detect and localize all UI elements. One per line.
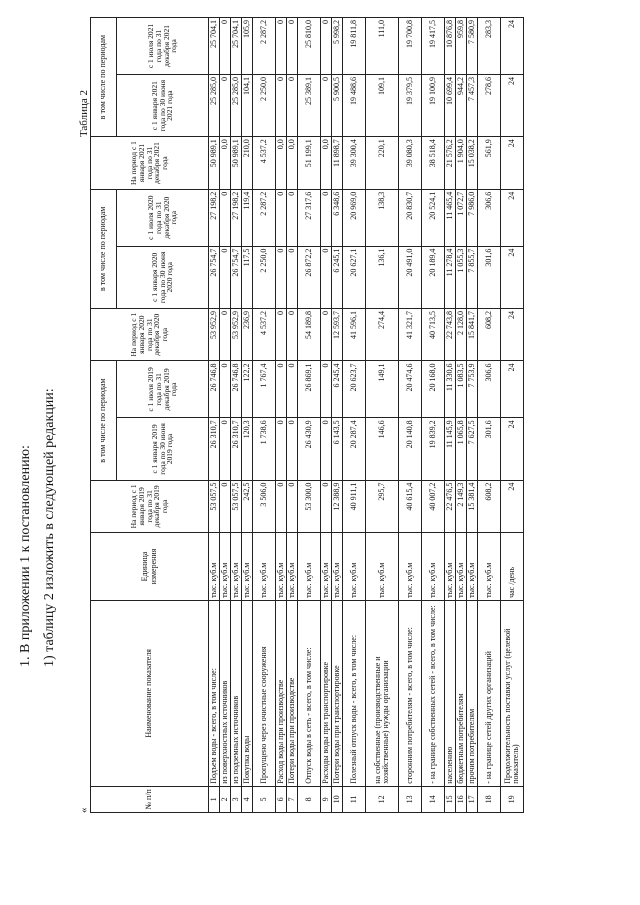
value-cell: 20 491,0 xyxy=(399,246,422,308)
value-cell: 2 149,3 xyxy=(456,480,467,532)
indicator-name: на собственные (производственные и хозяйственные) нужды организации xyxy=(366,600,399,786)
value-cell: 24 xyxy=(501,361,524,418)
value-cell: 1 767,4 xyxy=(253,361,276,418)
table-row xyxy=(209,18,220,813)
table-row xyxy=(276,18,287,813)
value-cell: 0 xyxy=(321,246,332,308)
value-cell: 0 xyxy=(220,189,231,246)
value-cell: 25 704,1 xyxy=(209,18,220,75)
value-cell: 0,0 xyxy=(220,137,231,189)
value-cell: 0 xyxy=(276,18,287,75)
value-cell: 5 998,2 xyxy=(332,18,343,75)
value-cell: 20 287,4 xyxy=(343,418,366,480)
value-cell: 0 xyxy=(220,246,231,308)
value-cell: 0 xyxy=(287,480,298,532)
value-cell: 27 198,2 xyxy=(231,189,242,246)
header-split-2020: в том числе по периодам xyxy=(91,189,117,308)
value-cell: 959,8 xyxy=(456,18,467,75)
value-cell: 944,2 xyxy=(456,74,467,136)
value-cell: 24 xyxy=(501,418,524,480)
value-cell: 53 952,9 xyxy=(209,308,220,360)
table-row xyxy=(445,18,456,813)
value-cell: 24 xyxy=(501,480,524,532)
value-cell: 6 245,4 xyxy=(332,361,343,418)
indicator-name: Потери воды при производстве xyxy=(287,600,298,786)
value-cell: 0 xyxy=(287,361,298,418)
indicator-name: Пропущено через очистные сооружения xyxy=(253,600,276,786)
value-cell: 1 738,6 xyxy=(253,418,276,480)
table-row xyxy=(321,18,332,813)
value-cell: 25 810,0 xyxy=(298,18,321,75)
table-row xyxy=(332,18,343,813)
row-number: 12 xyxy=(366,786,399,812)
value-cell: 20 474,6 xyxy=(399,361,422,418)
value-cell: 39 080,3 xyxy=(399,137,422,189)
value-cell: 24 xyxy=(501,308,524,360)
value-cell: 0 xyxy=(220,480,231,532)
indicator-name: - на границе сетей других организаций xyxy=(478,600,501,786)
table-row xyxy=(220,18,231,813)
value-cell: 236,9 xyxy=(242,308,253,360)
value-cell: 7 580,9 xyxy=(467,18,478,75)
unit: тыс. куб.м xyxy=(209,533,220,601)
value-cell: 25 704,1 xyxy=(231,18,242,75)
row-number: 15 xyxy=(445,786,456,812)
value-cell: 2 287,2 xyxy=(253,18,276,75)
unit: тыс. куб.м xyxy=(220,533,231,601)
unit: тыс. куб.м xyxy=(467,533,478,601)
value-cell: 301,6 xyxy=(478,418,501,480)
value-cell: 3 506,0 xyxy=(253,480,276,532)
row-number: 9 xyxy=(321,786,332,812)
value-cell: 4 537,2 xyxy=(253,137,276,189)
unit: тыс. куб.м xyxy=(343,533,366,601)
value-cell: 1 083,5 xyxy=(456,361,467,418)
value-cell: 119,4 xyxy=(242,189,253,246)
value-cell: 19 379,5 xyxy=(399,74,422,136)
header-split-2021: в том числе по периодам xyxy=(91,18,117,137)
row-number: 5 xyxy=(253,786,276,812)
value-cell: 138,3 xyxy=(366,189,399,246)
indicators-table xyxy=(90,17,524,813)
value-cell: 40 911,1 xyxy=(343,480,366,532)
value-cell: 608,2 xyxy=(478,480,501,532)
value-cell: 122,2 xyxy=(242,361,253,418)
value-cell: 25 285,0 xyxy=(209,74,220,136)
table-row xyxy=(287,18,298,813)
row-number: 7 xyxy=(287,786,298,812)
value-cell: 0 xyxy=(220,74,231,136)
table-row xyxy=(253,18,276,813)
indicator-name: сторонним потребителям - всего, в том числе: xyxy=(399,600,422,786)
table-row xyxy=(422,18,445,813)
row-number: 16 xyxy=(456,786,467,812)
value-cell: 11 330,6 xyxy=(445,361,456,418)
header-unit: Единица измерения xyxy=(91,533,209,601)
value-cell: 120,3 xyxy=(242,418,253,480)
row-number: 1 xyxy=(209,786,220,812)
value-cell: 27 317,6 xyxy=(298,189,321,246)
value-cell: 15 381,4 xyxy=(467,480,478,532)
value-cell: 20 168,0 xyxy=(422,361,445,418)
value-cell: 0 xyxy=(321,418,332,480)
table-caption: Таблица 2 xyxy=(78,90,90,138)
value-cell: 0 xyxy=(276,418,287,480)
unit: тыс. куб.м xyxy=(456,533,467,601)
value-cell: 104,1 xyxy=(242,74,253,136)
header-year-2020: На период с 1 января 2020 года по 31 декабря 2020 года xyxy=(91,308,209,360)
table-row xyxy=(242,18,253,813)
value-cell: 40 713,5 xyxy=(422,308,445,360)
value-cell: 109,1 xyxy=(366,74,399,136)
table-row xyxy=(456,18,467,813)
row-number: 19 xyxy=(501,786,524,812)
header-2021-h1: с 1 января 2021 года по 30 июня 2021 года xyxy=(117,74,209,136)
row-number: 13 xyxy=(399,786,422,812)
header-2020-h1: с 1 января 2020 года по 30 июня 2020 года xyxy=(117,246,209,308)
value-cell: 6 245,1 xyxy=(332,246,343,308)
value-cell: 26 746,8 xyxy=(231,361,242,418)
value-cell: 278,6 xyxy=(478,74,501,136)
value-cell: 38 518,4 xyxy=(422,137,445,189)
unit: тыс. куб.м xyxy=(332,533,343,601)
value-cell: 301,6 xyxy=(478,246,501,308)
value-cell: 1 072,7 xyxy=(456,189,467,246)
value-cell: 0 xyxy=(276,74,287,136)
value-cell: 210,0 xyxy=(242,137,253,189)
value-cell: 0 xyxy=(321,74,332,136)
value-cell: 19 488,6 xyxy=(343,74,366,136)
value-cell: 39 300,4 xyxy=(343,137,366,189)
header-year-2019: На период с 1 января 2019 года по 31 декабря 2019 года xyxy=(91,480,209,532)
value-cell: 53 057,5 xyxy=(231,480,242,532)
value-cell: 10 876,8 xyxy=(445,18,456,75)
header-num: № п/п xyxy=(91,786,209,812)
value-cell: 0 xyxy=(287,74,298,136)
value-cell: 51 199,1 xyxy=(298,137,321,189)
value-cell: 19 700,8 xyxy=(399,18,422,75)
value-cell: 0 xyxy=(276,308,287,360)
value-cell: 0 xyxy=(287,18,298,75)
value-cell: 0 xyxy=(276,246,287,308)
value-cell: 24 xyxy=(501,74,524,136)
value-cell: 12 388,9 xyxy=(332,480,343,532)
value-cell: 20 969,0 xyxy=(343,189,366,246)
value-cell: 608,2 xyxy=(478,308,501,360)
value-cell: 6 348,6 xyxy=(332,189,343,246)
value-cell: 53 952,9 xyxy=(231,308,242,360)
indicator-name: - на границе собственных сетей - всего, в том числе: xyxy=(422,600,445,786)
value-cell: 15 841,7 xyxy=(467,308,478,360)
value-cell: 1 055,3 xyxy=(456,246,467,308)
indicator-name: Расходы воды при транспортировке xyxy=(321,600,332,786)
value-cell: 25 285,0 xyxy=(231,74,242,136)
value-cell: 7 986,0 xyxy=(467,189,478,246)
indicator-name: Продолжительность поставки услуг (целевой показатель) xyxy=(501,600,524,786)
table-row xyxy=(343,18,366,813)
table-row xyxy=(399,18,422,813)
value-cell: 54 189,8 xyxy=(298,308,321,360)
value-cell: 26 872,2 xyxy=(298,246,321,308)
value-cell: 1 065,8 xyxy=(456,418,467,480)
value-cell: 117,5 xyxy=(242,246,253,308)
value-cell: 2 287,2 xyxy=(253,189,276,246)
value-cell: 20 140,8 xyxy=(399,418,422,480)
value-cell: 146,6 xyxy=(366,418,399,480)
row-number: 14 xyxy=(422,786,445,812)
value-cell: 1 904,0 xyxy=(456,137,467,189)
value-cell: 274,4 xyxy=(366,308,399,360)
value-cell: 50 989,1 xyxy=(209,137,220,189)
unit: тыс. куб.м xyxy=(231,533,242,601)
value-cell: 10 699,4 xyxy=(445,74,456,136)
value-cell: 561,9 xyxy=(478,137,501,189)
value-cell: 283,3 xyxy=(478,18,501,75)
value-cell: 306,6 xyxy=(478,189,501,246)
indicator-name: Расход воды при производстве xyxy=(276,600,287,786)
value-cell: 5 900,5 xyxy=(332,74,343,136)
item-1-subitem: 1) таблицу 2 изложить в следующей редакции: xyxy=(42,388,57,667)
value-cell: 0 xyxy=(220,418,231,480)
unit: тыс. куб.м xyxy=(399,533,422,601)
value-cell: 0,0 xyxy=(287,137,298,189)
unit: тыс. куб.м xyxy=(276,533,287,601)
unit: тыс. куб.м xyxy=(253,533,276,601)
value-cell: 21 576,2 xyxy=(445,137,456,189)
value-cell: 136,1 xyxy=(366,246,399,308)
value-cell: 24 xyxy=(501,246,524,308)
value-cell: 105,9 xyxy=(242,18,253,75)
unit: тыс. куб.м xyxy=(422,533,445,601)
value-cell: 0 xyxy=(321,480,332,532)
value-cell: 11 465,4 xyxy=(445,189,456,246)
value-cell: 25 389,1 xyxy=(298,74,321,136)
row-number: 4 xyxy=(242,786,253,812)
value-cell: 22 476,5 xyxy=(445,480,456,532)
value-cell: 295,7 xyxy=(366,480,399,532)
value-cell: 0 xyxy=(321,18,332,75)
value-cell: 26 754,7 xyxy=(231,246,242,308)
value-cell: 6 143,5 xyxy=(332,418,343,480)
value-cell: 20 830,7 xyxy=(399,189,422,246)
value-cell: 7 753,9 xyxy=(467,361,478,418)
table-row xyxy=(501,18,524,813)
indicator-name: Покупка воды xyxy=(242,600,253,786)
value-cell: 26 310,7 xyxy=(231,418,242,480)
table-row xyxy=(478,18,501,813)
value-cell: 0 xyxy=(321,361,332,418)
item-1-heading: 1. В приложении 1 к постановлению: xyxy=(18,445,33,667)
header-year-2021: На период с 1 января 2021 года по 31 декабря 2021 года xyxy=(91,137,209,189)
value-cell: 19 417,5 xyxy=(422,18,445,75)
row-number: 2 xyxy=(220,786,231,812)
unit: тыс. куб.м xyxy=(298,533,321,601)
value-cell: 11 145,9 xyxy=(445,418,456,480)
value-cell: 24 xyxy=(501,137,524,189)
value-cell: 26 746,8 xyxy=(209,361,220,418)
value-cell: 26 754,7 xyxy=(209,246,220,308)
header-2019-h2: с 1 июля 2019 года по 31 декабря 2019 года xyxy=(117,361,209,418)
unit: тыс. куб.м xyxy=(366,533,399,601)
row-number: 3 xyxy=(231,786,242,812)
indicator-name: прочим потребителям xyxy=(467,600,478,786)
value-cell: 50 989,1 xyxy=(231,137,242,189)
header-2020-h2: с 1 июля 2020 года по 31 декабря 2020 года xyxy=(117,189,209,246)
unit: тыс. куб.м xyxy=(242,533,253,601)
value-cell: 0,0 xyxy=(276,137,287,189)
table-row xyxy=(298,18,321,813)
value-cell: 22 743,8 xyxy=(445,308,456,360)
value-cell: 220,1 xyxy=(366,137,399,189)
indicator-name: Потери воды при транспортировке xyxy=(332,600,343,786)
row-number: 10 xyxy=(332,786,343,812)
value-cell: 2 128,0 xyxy=(456,308,467,360)
value-cell: 41 321,7 xyxy=(399,308,422,360)
value-cell: 20 623,7 xyxy=(343,361,366,418)
value-cell: 40 615,4 xyxy=(399,480,422,532)
row-number: 11 xyxy=(343,786,366,812)
value-cell: 26 869,1 xyxy=(298,361,321,418)
value-cell: 40 007,2 xyxy=(422,480,445,532)
table-row xyxy=(467,18,478,813)
value-cell: 242,5 xyxy=(242,480,253,532)
row-number: 8 xyxy=(298,786,321,812)
value-cell: 41 596,1 xyxy=(343,308,366,360)
indicator-name: населению xyxy=(445,600,456,786)
value-cell: 53 300,0 xyxy=(298,480,321,532)
value-cell: 53 057,5 xyxy=(209,480,220,532)
unit: час /день xyxy=(501,533,524,601)
row-number: 6 xyxy=(276,786,287,812)
value-cell: 7 855,7 xyxy=(467,246,478,308)
value-cell: 306,6 xyxy=(478,361,501,418)
indicator-name: из поверхностных источников xyxy=(220,600,231,786)
value-cell: 27 198,2 xyxy=(209,189,220,246)
value-cell: 7 627,5 xyxy=(467,418,478,480)
value-cell: 149,1 xyxy=(366,361,399,418)
indicator-name: Подъем воды - всего, в том числе: xyxy=(209,600,220,786)
unit: тыс. куб.м xyxy=(287,533,298,601)
value-cell: 0 xyxy=(276,361,287,418)
value-cell: 0 xyxy=(276,189,287,246)
value-cell: 26 310,7 xyxy=(209,418,220,480)
opening-quote: « xyxy=(78,807,90,813)
value-cell: 12 593,7 xyxy=(332,308,343,360)
value-cell: 11 898,7 xyxy=(332,137,343,189)
unit: тыс. куб.м xyxy=(445,533,456,601)
row-number: 18 xyxy=(478,786,501,812)
value-cell: 19 811,8 xyxy=(343,18,366,75)
row-number: 17 xyxy=(467,786,478,812)
indicator-name: из подземных источников xyxy=(231,600,242,786)
value-cell: 0 xyxy=(321,308,332,360)
value-cell: 0 xyxy=(287,308,298,360)
value-cell: 20 189,4 xyxy=(422,246,445,308)
value-cell: 0 xyxy=(220,18,231,75)
value-cell: 0 xyxy=(287,246,298,308)
table-row xyxy=(366,18,399,813)
value-cell: 15 038,2 xyxy=(467,137,478,189)
value-cell: 4 537,2 xyxy=(253,308,276,360)
value-cell: 0 xyxy=(321,189,332,246)
value-cell: 111,0 xyxy=(366,18,399,75)
indicator-name: Отпуск воды в сеть - всего, в том числе: xyxy=(298,600,321,786)
header-2021-h2: с 1 июля 2021 года по 31 декабря 2021 года xyxy=(117,18,209,75)
value-cell: 20 627,1 xyxy=(343,246,366,308)
value-cell: 0 xyxy=(287,189,298,246)
value-cell: 0 xyxy=(220,361,231,418)
value-cell: 26 430,9 xyxy=(298,418,321,480)
value-cell: 2 250,0 xyxy=(253,74,276,136)
value-cell: 24 xyxy=(501,189,524,246)
value-cell: 24 xyxy=(501,18,524,75)
header-2019-h1: с 1 января 2019 года по 30 июня 2019 года xyxy=(117,418,209,480)
value-cell: 7 457,3 xyxy=(467,74,478,136)
unit: тыс. куб.м xyxy=(478,533,501,601)
value-cell: 0 xyxy=(287,418,298,480)
value-cell: 0 xyxy=(220,308,231,360)
value-cell: 2 250,0 xyxy=(253,246,276,308)
value-cell: 11 278,4 xyxy=(445,246,456,308)
unit: тыс. куб.м xyxy=(321,533,332,601)
value-cell: 20 524,1 xyxy=(422,189,445,246)
header-split-2019: в том числе по периодам xyxy=(91,361,117,480)
header-name: Наименование показателя xyxy=(91,600,209,786)
value-cell: 19 839,2 xyxy=(422,418,445,480)
indicator-name: Полезный отпуск воды - всего, в том числе: xyxy=(343,600,366,786)
table-row xyxy=(231,18,242,813)
value-cell: 19 100,9 xyxy=(422,74,445,136)
value-cell: 0 xyxy=(276,480,287,532)
table-body xyxy=(209,18,524,813)
value-cell: 0,0 xyxy=(321,137,332,189)
indicator-name: бюджетным потребителям xyxy=(456,600,467,786)
